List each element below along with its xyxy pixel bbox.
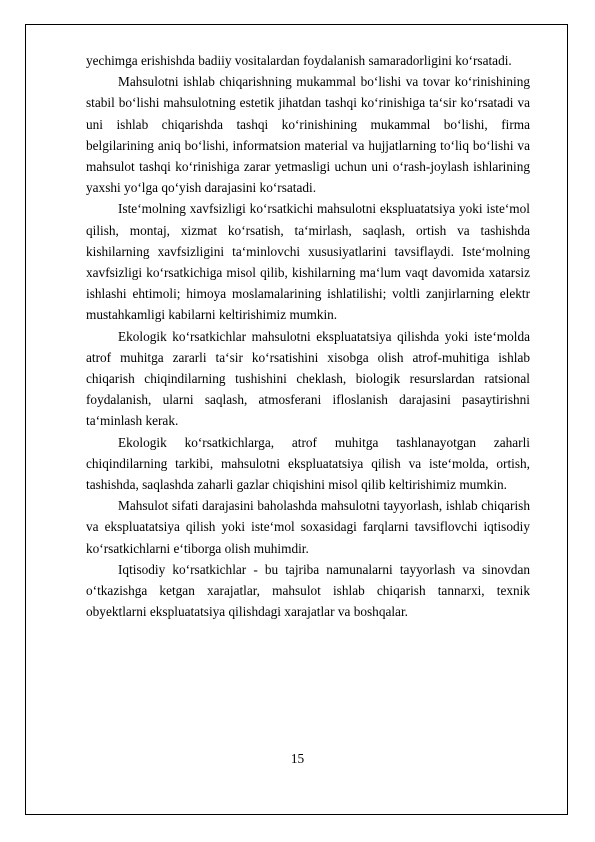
paragraph-ecological-examples: Ekologik koʻrsatkichlarga, atrof muhitga tashlanayotgan zaharli chiqindilarning tarkibi, mahsulotni ekspluatatsiya qilish va isteʻmolda, ortish, tashishda, saqlashda zaharli gazlar chiqishini misol qilib keltirishimiz mumkin. [86, 434, 530, 493]
paragraph-product-appearance: Mahsulotni ishlab chiqarishning mukammal boʻlishi va tovar koʻrinishining stabil boʻlishi mahsulotning estetik jihatdan tashqi koʻrinishiga taʻsir koʻrsatadi va uni ishlab chiqarishda tashqi koʻrinishining mukammal boʻlishi, firma belgilarining aniq boʻlishi, informatsion material va hujjatlarning toʻliq boʻlishi va mahsulot tashqi koʻrinishiga zarar yetmasligi uchun uni oʻrash-joylash ishlarining yaxshi yoʻlga qoʻyish darajasini koʻrsatadi. [86, 74, 530, 196]
paragraph-economic-indicators: Iqtisodiy koʻrsatkichlar - bu tajriba namunalarni tayyorlash va sinovdan oʻtkazishga ketgan xarajatlar, mahsulot ishlab chiqarish tannarxi, texnik obyektlarni ekspluatatsiya qilishdagi xarajatlar va boshqalar. [86, 561, 530, 620]
paragraph-ecological-indicators: Ekologik koʻrsatkichlar mahsulotni ekspluatatsiya qilishda yoki isteʻmolda atrof muhitga zararli taʻsir koʻrsatishini xisobga olish atrof-muhitiga ishlab chiqarish chiqindilarning tushishini cheklash, biologik resurslardan ratsional foydalanish, ularni saqlash, atmosferani ifloslanish darajasini pasaytirishni taʻminlash kerak. [86, 328, 530, 429]
paragraph-consumption-safety: Isteʻmolning xavfsizligi koʻrsatkichi mahsulotni ekspluatatsiya yoki isteʻmol qilish, montaj, xizmat koʻrsatish, taʻmirlash, saqlash, ortish va tashishda kishilarning xavfsizligini taʻminlovchi xususiyatlarini tavsiflaydi. Isteʻmolning xavfsizligi koʻrsatkichiga misol qilib, kishilarning maʻlum vaqt davomida xatarsiz ishlashi ehtimoli; himoya moslamalarining ishlatilishi; voltli zanjirlarning elektr mustahkamligi kabilarni keltirishimiz mumkin. [86, 201, 530, 323]
paragraph-continuation: yechimga erishishda badiiy vositalardan foydalanish samaradorligini koʻrsatadi. [86, 53, 512, 68]
page-number: 15 [290, 751, 305, 766]
document-body [86, 50, 530, 622]
paragraph-quality-assessment: Mahsulot sifati darajasini baholashda mahsulotni tayyorlash, ishlab chiqarish va ekspluatatsiya qilish yoki isteʻmol soxasidagi farqlarni tavsiflovchi iqtisodiy koʻrsatkichlarni eʻtiborga olish muhimdir. [86, 498, 530, 556]
